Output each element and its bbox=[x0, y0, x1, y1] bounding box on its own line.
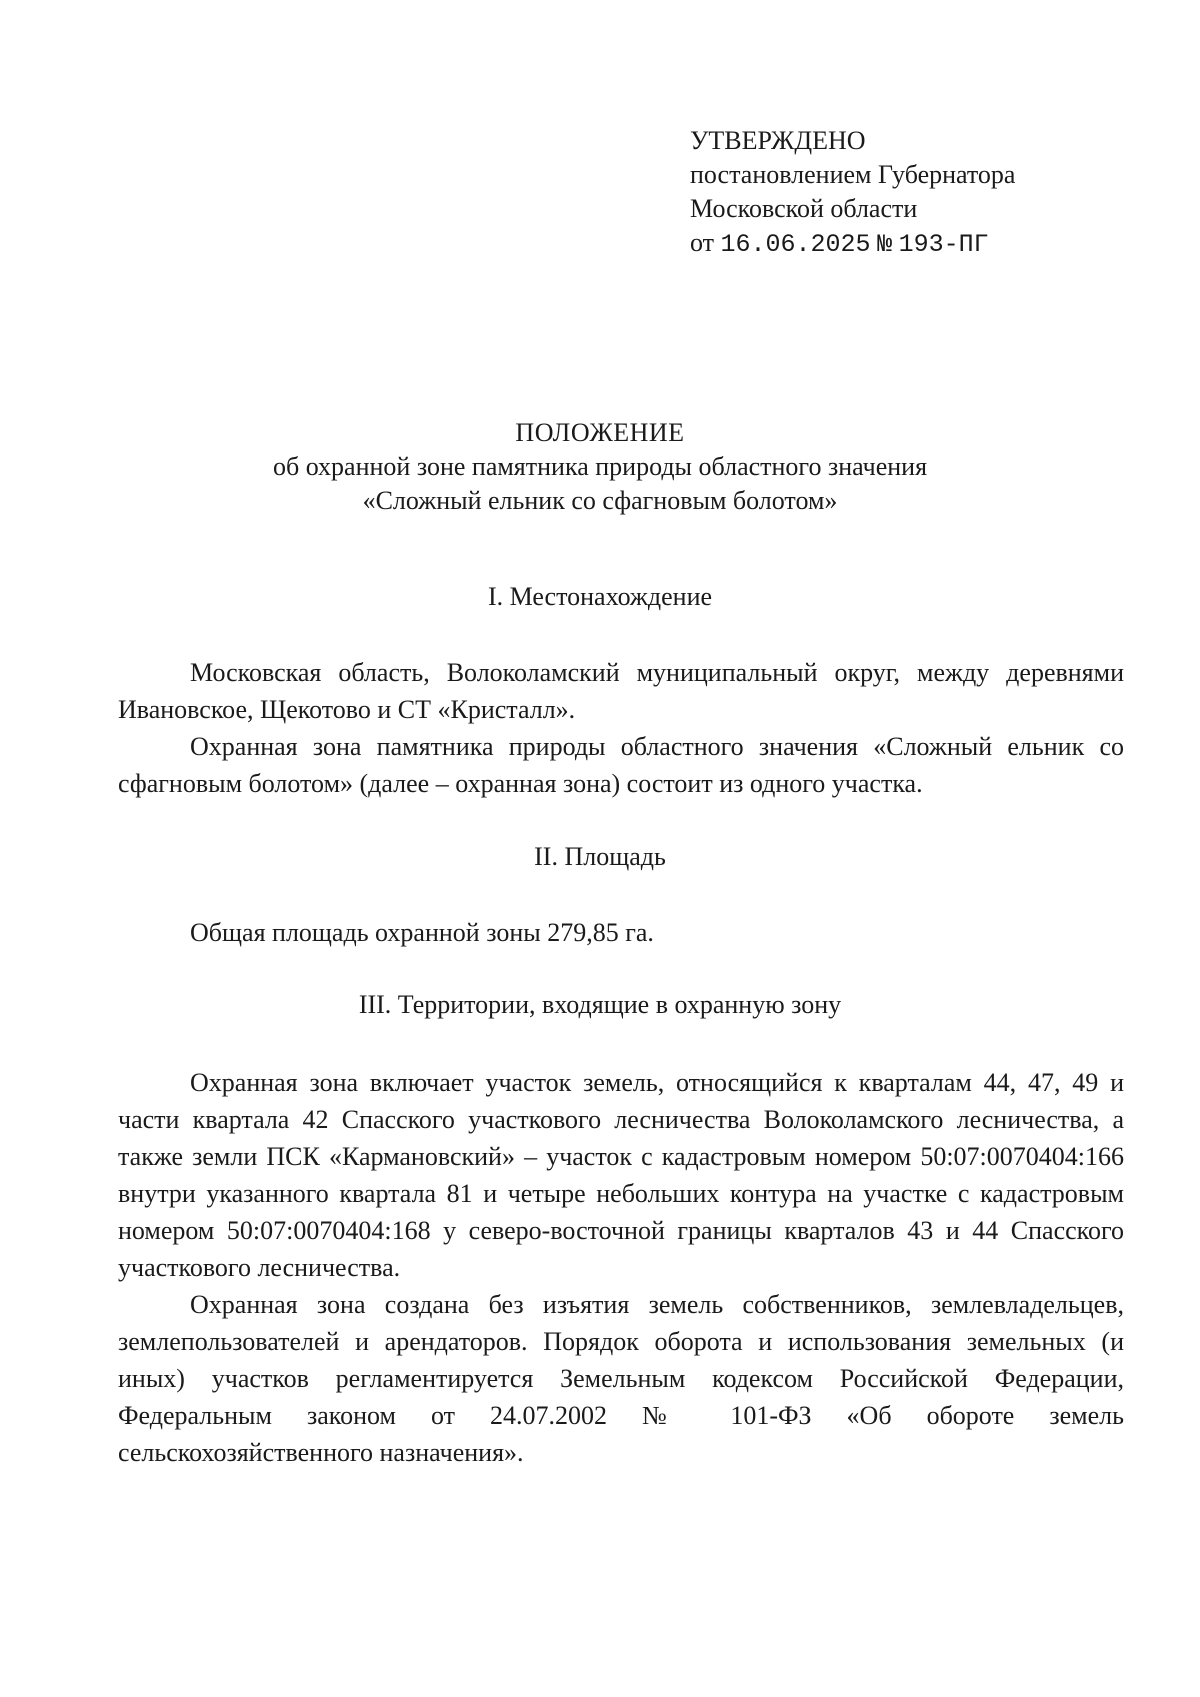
section-1-paragraph-2: Охранная зона памятника природы областного значения «Сложный ельник со сфагновым болотом» (далее – охранная зона) состоит из одного участка. bbox=[118, 732, 1124, 798]
approval-date-prefix: от bbox=[690, 228, 715, 257]
section-2-heading: II. Площадь bbox=[534, 842, 666, 871]
section-3-paragraph-2: Охранная зона создана без изъятия земель собственников, землевладельцев, землепользователей и арендаторов. Порядок оборота и использования земельных (и иных) участков регламентируется Земельным кодексом Российской Федерации, Федеральным законом от 24.07.2002 № 101-ФЗ «Об обороте земель сельскохозяйственного назначения». bbox=[118, 1290, 1124, 1467]
approval-date-line bbox=[690, 226, 1015, 262]
title-main: ПОЛОЖЕНИЕ bbox=[515, 418, 685, 447]
title-subtitle-1: об охранной зоне памятника природы областного значения bbox=[272, 452, 928, 481]
title-subtitle-2: «Сложный ельник со сфагновым болотом» bbox=[362, 486, 838, 515]
section-1-heading: I. Местонахождение bbox=[487, 582, 713, 611]
approval-date: 16.06.2025 bbox=[720, 230, 871, 259]
section-3-heading: III. Территории, входящие в охранную зону bbox=[358, 990, 842, 1019]
approval-number-sign: № bbox=[877, 230, 893, 259]
section-2-paragraph-1: Общая площадь охранной зоны 279,85 га. bbox=[190, 918, 654, 947]
section-3-paragraph-1: Охранная зона включает участок земель, относящийся к кварталам 44, 47, 49 и части квартала 42 Спасского участкового лесничества Волоколамского лесничества, а также земли ПСК «Кармановский» – участок с кадастровым номером 50:07:0070404:166 внутри указанного квартала 81 и четыре небольших контура на участке с кадастровым номером 50:07:0070404:168 у северо-восточной границы кварталов 43 и 44 Спасского участкового лесничества. bbox=[118, 1068, 1124, 1282]
approval-number: 193-ПГ bbox=[898, 230, 989, 259]
section-1-paragraph-1: Московская область, Волоколамский муниципальный округ, между деревнями Ивановское, Щекотово и СТ «Кристалл». bbox=[118, 658, 1124, 724]
approval-decree: постановлением Губернатора bbox=[690, 160, 1016, 189]
approval-stamp bbox=[690, 124, 1015, 262]
approval-region: Московской области bbox=[690, 194, 918, 223]
document-title bbox=[0, 416, 1200, 518]
approval-heading: УТВЕРЖДЕНО bbox=[690, 126, 866, 155]
